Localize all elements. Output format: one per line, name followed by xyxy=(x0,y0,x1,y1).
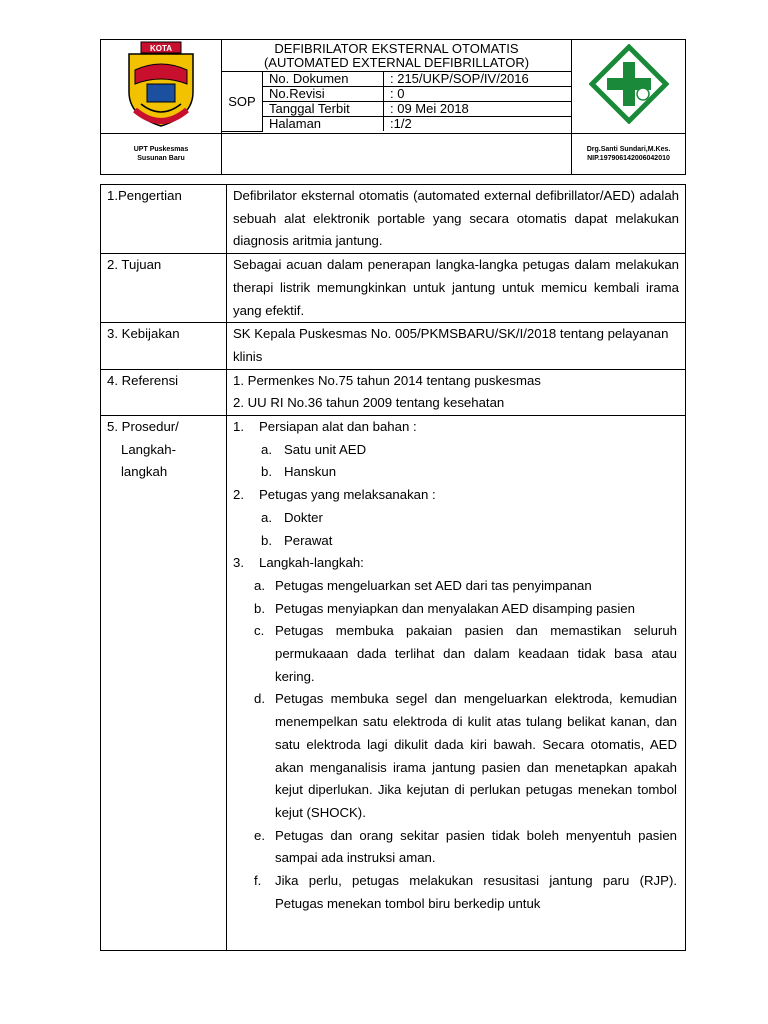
step-number: 2. xyxy=(233,487,244,503)
item-text: Jika perlu, petugas melakukan resusitasi jantung paru (RJP). Petugas menekan tombol biru berkedip untuk xyxy=(275,873,677,911)
item-text: Petugas membuka pakaian pasien dan memastikan seluruh permukaaan dada terlihat dan dalam keadaan tidak basa atau kering. xyxy=(275,623,677,684)
label-line: langkah xyxy=(121,464,168,480)
list-item xyxy=(233,484,677,507)
logo-cell xyxy=(101,40,222,134)
section-row xyxy=(101,416,686,951)
step-number: 3. xyxy=(233,555,244,571)
item-text: Satu unit AED xyxy=(284,441,367,457)
item-text: Dokter xyxy=(284,509,323,525)
title-block xyxy=(222,40,572,134)
meta-value: : 215/UKP/SOP/IV/2016 xyxy=(384,72,572,87)
list-item xyxy=(233,552,677,575)
step-title: Langkah-langkah: xyxy=(259,555,364,571)
list-item xyxy=(233,461,677,484)
meta-value: : 0 xyxy=(384,87,572,102)
item-text: Hanskun xyxy=(284,464,337,480)
kota-bandar-lampung-emblem-icon xyxy=(121,40,201,128)
list-item xyxy=(233,870,677,915)
signer-nip: NIP.197906142006042010 xyxy=(587,155,670,162)
item-text: Petugas mengeluarkan set AED dari tas penyimpanan xyxy=(275,577,592,593)
item-letter: a. xyxy=(261,441,272,457)
meta-value: : 09 Mei 2018 xyxy=(384,102,572,117)
sop-body-table xyxy=(100,184,686,951)
list-item xyxy=(233,530,677,553)
sop-label: SOP xyxy=(222,72,263,132)
doc-title-line1: DEFIBRILATOR EKSTERNAL OTOMATIS xyxy=(274,41,519,57)
step-number: 1. xyxy=(233,419,244,435)
item-text: Petugas membuka segel dan mengeluarkan elektroda, kemudian menempelkan satu elektroda di kulit atas tulang belikat kanan, dan satu elektroda lagi dikulit dada kiri bawah. Secara otomatis, AED akan menganalisis irama jantung pasien dan menetapkan apakah kejut diperlukan. Jika kejutan di perlukan petugas menekan tombol kejut (SHOCK). xyxy=(275,691,677,820)
item-letter: c. xyxy=(254,623,265,639)
section-text: Defibrilator eksternal otomatis (automated external defibrillator/AED) adalah sebuah alat elektronik portable yang secara otomatis dapat melakukan diagnosis aritmia jantung. xyxy=(227,185,686,254)
section-label xyxy=(101,416,227,951)
section-text: SK Kepala Puskesmas No. 005/PKMSBARU/SK/I/2018 tentang pelayanan klinis xyxy=(227,323,686,369)
item-letter: b. xyxy=(261,532,272,548)
section-row xyxy=(101,369,686,415)
signer-name: Drg.Santi Sundari,M.Kes. xyxy=(586,146,671,153)
section-label: 1.Pengertian xyxy=(101,185,227,254)
section-label: 3. Kebijakan xyxy=(101,323,227,369)
puskesmas-logo-icon xyxy=(589,44,669,124)
label-line: Langkah- xyxy=(121,441,176,457)
item-letter: a. xyxy=(254,577,265,593)
item-text: Petugas menyiapkan dan menyalakan AED disamping pasien xyxy=(275,600,635,616)
item-letter: e. xyxy=(254,827,265,843)
item-letter: d. xyxy=(254,691,265,707)
list-item: 1. Permenkes No.75 tahun 2014 tentang puskesmas xyxy=(233,372,541,388)
item-letter: f. xyxy=(254,873,262,889)
section-row xyxy=(101,323,686,369)
list-item xyxy=(233,688,677,824)
svg-text:KOTA: KOTA xyxy=(149,44,173,53)
list-item xyxy=(233,598,677,621)
meta-value: :1/2 xyxy=(384,117,572,132)
list-item xyxy=(233,507,677,530)
list-item xyxy=(233,416,677,439)
label-line: 5. Prosedur/ xyxy=(107,419,179,435)
list-item xyxy=(233,825,677,870)
list-item: 2. UU RI No.36 tahun 2009 tentang kesehatan xyxy=(233,395,505,411)
section-row xyxy=(101,185,686,254)
org-line1: UPT Puskesmas xyxy=(133,146,189,153)
signer-cell xyxy=(572,134,686,175)
empty-cell xyxy=(222,134,572,175)
doc-title-line2: (AUTOMATED EXTERNAL DEFIBRILLATOR) xyxy=(263,55,530,71)
item-text: Perawat xyxy=(284,532,333,548)
section-text: Sebagai acuan dalam penerapan langka-langka petugas dalam melakukan therapi listrik memungkinkan untuk jantung untuk memicu kembali irama yang efektif. xyxy=(227,254,686,323)
sop-header-table xyxy=(100,39,686,175)
meta-label: No. Dokumen xyxy=(263,72,384,87)
step-title: Persiapan alat dan bahan : xyxy=(259,419,417,435)
item-letter: a. xyxy=(261,509,272,525)
section-label: 2. Tujuan xyxy=(101,254,227,323)
item-letter: b. xyxy=(261,464,272,480)
org-name-cell xyxy=(101,134,222,175)
puskesmas-logo-cell xyxy=(572,40,686,134)
meta-label: Tanggal Terbit xyxy=(263,102,384,117)
org-line2: Susunan Baru xyxy=(137,155,185,162)
meta-label: Halaman xyxy=(263,117,384,132)
meta-label: No.Revisi xyxy=(263,87,384,102)
item-text: Petugas dan orang sekitar pasien tidak boleh menyentuh pasien sampai ada instruksi aman. xyxy=(275,827,677,866)
step-title: Petugas yang melaksanakan : xyxy=(259,487,436,503)
list-item xyxy=(233,620,677,688)
list-item xyxy=(233,439,677,462)
section-label: 4. Referensi xyxy=(101,369,227,415)
item-letter: b. xyxy=(254,600,265,616)
section-row xyxy=(101,254,686,323)
list-item xyxy=(233,575,677,598)
